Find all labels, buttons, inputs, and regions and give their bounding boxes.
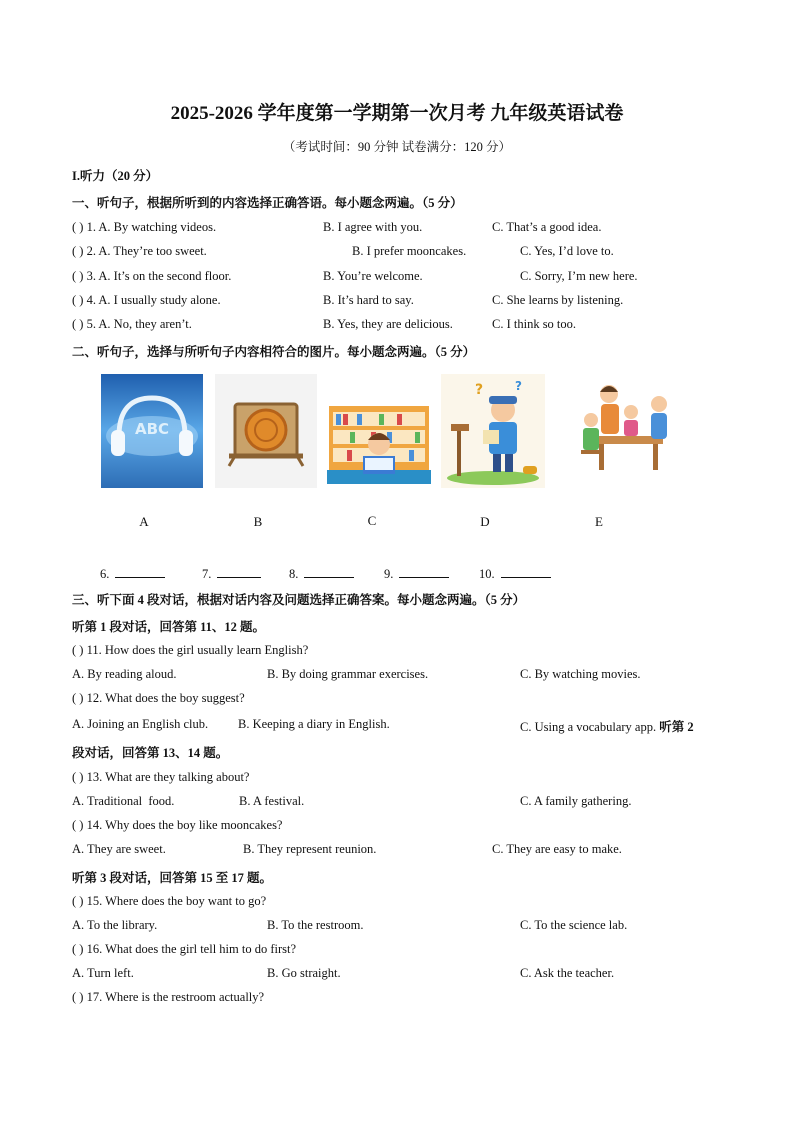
picture-e-family-gathering bbox=[573, 374, 677, 488]
picture-a-headphones bbox=[101, 374, 203, 488]
q2-option-c: C. Yes, I’d love to. bbox=[520, 244, 614, 258]
part2-heading: 二、听句子，选择与所听句子内容相符合的图片。每小题念两遍。（5 分） bbox=[72, 345, 476, 359]
q1-option-b: B. I agree with you. bbox=[323, 220, 423, 234]
answer-blank-10[interactable] bbox=[479, 565, 551, 582]
q12-option-c-text: C. Using a vocabulary app. bbox=[520, 720, 657, 734]
q17-stem: ( ) 17. Where is the restroom actually? bbox=[72, 990, 265, 1004]
dialogue-2-heading-end: 段对话，回答第 13、14 题。 bbox=[72, 746, 229, 760]
q2-option-b: B. I prefer mooncakes. bbox=[352, 244, 467, 258]
q14-option-b: B. They represent reunion. bbox=[243, 842, 377, 856]
q2-stem: ( ) 2. A. They’re too sweet. bbox=[72, 244, 207, 258]
q5-option-b: B. Yes, they are delicious. bbox=[323, 317, 453, 331]
q15-option-c: C. To the science lab. bbox=[520, 918, 628, 932]
q14-option-a: A. They are sweet. bbox=[72, 842, 166, 856]
q12-option-a: A. Joining an English club. bbox=[72, 717, 209, 731]
blank-8-line bbox=[304, 565, 354, 578]
blank-6-line bbox=[115, 565, 165, 578]
q4-stem: ( ) 4. A. I usually study alone. bbox=[72, 293, 221, 307]
svg-text:?: ? bbox=[475, 382, 484, 398]
q5-option-c: C. I think so too. bbox=[492, 317, 577, 331]
blank-6-number: 6. bbox=[100, 567, 110, 581]
exam-info: （考试时间：90 分钟 试卷满分：120 分） bbox=[282, 140, 512, 154]
picture-label-b: B bbox=[253, 514, 263, 529]
svg-text:?: ? bbox=[515, 379, 522, 393]
answer-blank-7[interactable] bbox=[202, 565, 261, 582]
q1-option-c: C. That’s a good idea. bbox=[492, 220, 602, 234]
picture-a-letters: ABC bbox=[134, 420, 170, 438]
picture-label-c: C bbox=[367, 513, 377, 528]
q16-option-c: C. Ask the teacher. bbox=[520, 966, 615, 980]
q16-option-b: B. Go straight. bbox=[267, 966, 341, 980]
q3-option-c: C. Sorry, I’m new here. bbox=[520, 269, 638, 283]
q3-option-b: B. You’re welcome. bbox=[323, 269, 423, 283]
q1-stem: ( ) 1. A. By watching videos. bbox=[72, 220, 217, 234]
q14-option-c: C. They are easy to make. bbox=[492, 842, 622, 856]
q11-option-c: C. By watching movies. bbox=[520, 667, 641, 681]
picture-b-mooncake bbox=[215, 374, 317, 488]
dialogue-3-heading: 听第 3 段对话，回答第 15 至 17 题。 bbox=[72, 871, 273, 885]
blank-7-line bbox=[217, 565, 261, 578]
q12-stem: ( ) 12. What does the boy suggest? bbox=[72, 691, 245, 705]
q15-option-a: A. To the library. bbox=[72, 918, 158, 932]
q11-stem: ( ) 11. How does the girl usually learn English? bbox=[72, 643, 309, 657]
blank-10-number: 10. bbox=[479, 567, 495, 581]
section-heading: I.听力（20 分） bbox=[72, 169, 159, 183]
q5-stem: ( ) 5. A. No, they aren’t. bbox=[72, 317, 192, 331]
q16-stem: ( ) 16. What does the girl tell him to do first? bbox=[72, 942, 297, 956]
picture-c-library-reading bbox=[327, 374, 431, 488]
dialogue-1-heading: 听第 1 段对话，回答第 11、12 题。 bbox=[72, 620, 266, 634]
blank-9-number: 9. bbox=[384, 567, 394, 581]
q11-option-a: A. By reading aloud. bbox=[72, 667, 177, 681]
part1-heading: 一、听句子，根据所听到的内容选择正确答语。每小题念两遍。（5 分） bbox=[72, 196, 463, 210]
answer-blank-9[interactable] bbox=[384, 565, 449, 582]
q16-option-a: A. Turn left. bbox=[72, 966, 134, 980]
q3-stem: ( ) 3. A. It’s on the second floor. bbox=[72, 269, 232, 283]
q4-option-c: C. She learns by listening. bbox=[492, 293, 624, 307]
q12-option-c bbox=[520, 717, 694, 735]
dialogue-2-heading-start: 听第 2 bbox=[659, 720, 694, 734]
q14-stem: ( ) 14. Why does the boy like mooncakes? bbox=[72, 818, 283, 832]
q13-option-b: B. A festival. bbox=[239, 794, 305, 808]
q4-option-b: B. It’s hard to say. bbox=[323, 293, 414, 307]
blank-10-line bbox=[501, 565, 551, 578]
q13-option-a: A. Traditional food. bbox=[72, 794, 175, 808]
picture-label-e: E bbox=[595, 514, 603, 529]
answer-blank-8[interactable] bbox=[289, 565, 354, 582]
q11-option-b: B. By doing grammar exercises. bbox=[267, 667, 429, 681]
blank-8-number: 8. bbox=[289, 567, 299, 581]
picture-d-lost-boy bbox=[441, 374, 545, 488]
part3-heading: 三、听下面 4 段对话，根据对话内容及问题选择正确答案。每小题念两遍。（5 分） bbox=[72, 593, 526, 607]
blank-7-number: 7. bbox=[202, 567, 212, 581]
q15-option-b: B. To the restroom. bbox=[267, 918, 364, 932]
q12-option-b: B. Keeping a diary in English. bbox=[238, 717, 390, 731]
blank-9-line bbox=[399, 565, 449, 578]
q15-stem: ( ) 15. Where does the boy want to go? bbox=[72, 894, 267, 908]
picture-label-d: D bbox=[480, 514, 490, 529]
q13-stem: ( ) 13. What are they talking about? bbox=[72, 770, 250, 784]
q13-option-c: C. A family gathering. bbox=[520, 794, 632, 808]
answer-blank-6[interactable] bbox=[100, 565, 165, 582]
page-title: 2025-2026 学年度第一学期第一次月考 九年级英语试卷 bbox=[170, 103, 624, 124]
picture-label-a: A bbox=[139, 514, 149, 529]
